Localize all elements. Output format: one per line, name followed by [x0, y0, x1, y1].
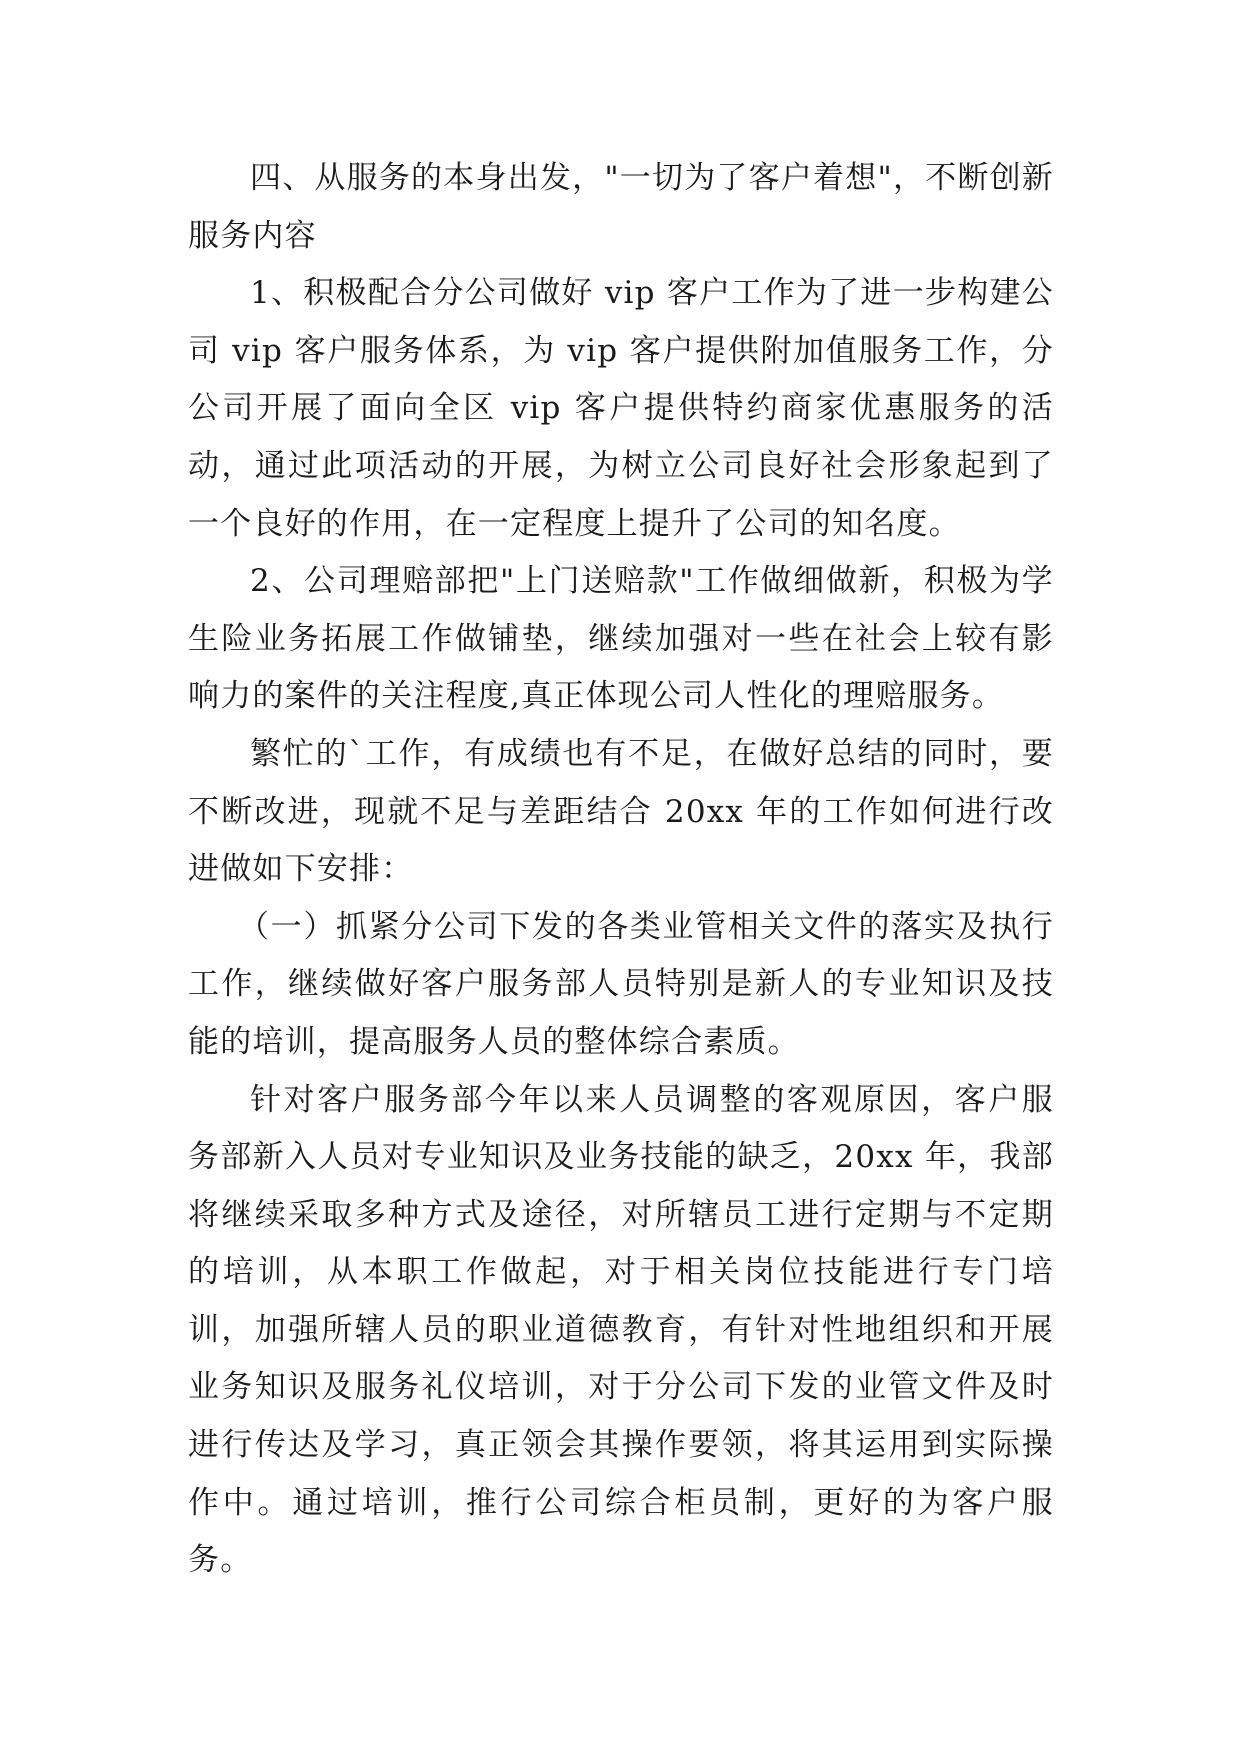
- section-heading-paragraph: 四、从服务的本身出发，"一切为了客户着想"，不断创新服务内容: [188, 160, 1054, 254]
- body-paragraph: 针对客户服务部今年以来人员调整的客观原因，客户服务部新入人员对专业知识及业务技能的缺乏，20xx 年，我部将继续采取多种方式及途径，对所辖员工进行定期与不定期的培训，从本职工作做起，对于相关岗位技能进行专门培训，加强所辖人员的职业道德教育，有针对性地组织和开展业务知识及服务礼仪培训，对于分公司下发的业管文件及时进行传达及学习，真正领会其操作要领，将其运用到实际操作中。通过培训，推行公司综合柜员制，更好的为客户服务。: [188, 1081, 1054, 1579]
- body-paragraph: 1、积极配合分公司做好 vip 客户工作为了进一步构建公司 vip 客户服务体系，为 vip 客户提供附加值服务工作，分公司开展了面向全区 vip 客户提供特约商家优惠服务的活动，通过此项活动的开展，为树立公司良好社会形象起到了一个良好的作用，在一定程度上提升了公司的知名度。: [188, 275, 1054, 542]
- body-paragraph: 繁忙的`工作，有成绩也有不足，在做好总结的同时，要不断改进，现就不足与差距结合 20xx 年的工作如何进行改进做如下安排：: [188, 735, 1054, 888]
- document-body: [188, 150, 1054, 1590]
- body-paragraph: （一）抓紧分公司下发的各类业管相关文件的落实及执行工作，继续做好客户服务部人员特别是新人的专业知识及技能的培训，提高服务人员的整体综合素质。: [188, 908, 1054, 1060]
- body-paragraph: 2、公司理赔部把"上门送赔款"工作做细做新，积极为学生险业务拓展工作做铺垫，继续加强对一些在社会上较有影响力的案件的关注程度,真正体现公司人性化的理赔服务。: [188, 563, 1054, 715]
